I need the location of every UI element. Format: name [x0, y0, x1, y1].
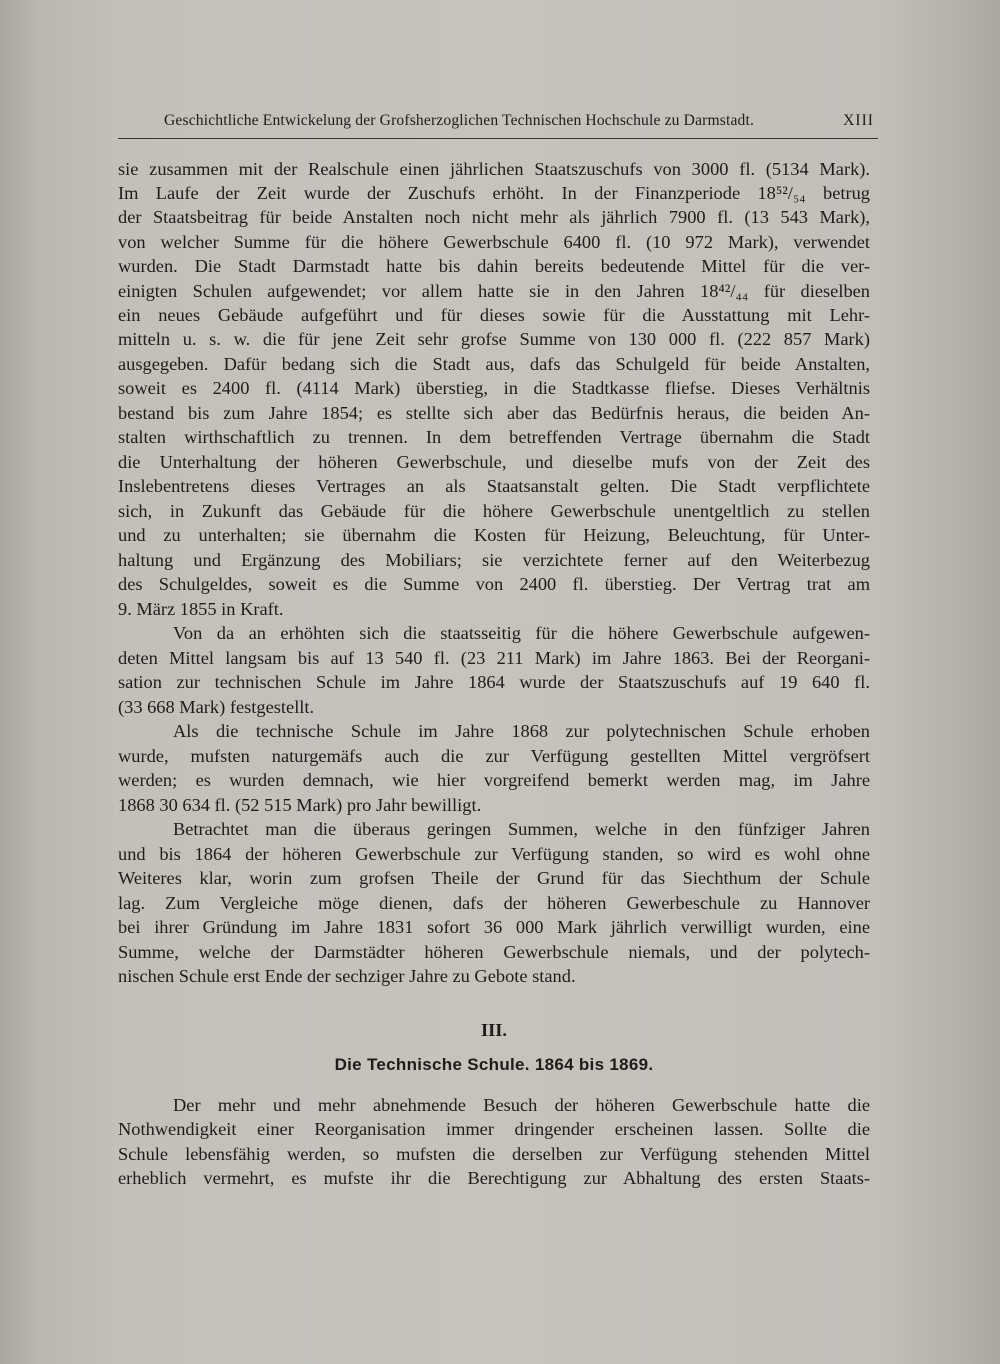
section-number: III. — [480, 1020, 508, 1040]
page-number: XIII — [843, 112, 874, 129]
text-line: lag. Zum Vergleiche möge dienen, dafs der höheren Gewerbeschule zu Hannover — [118, 893, 870, 913]
text-line: 1868 30 634 fl. (52 515 Mark) pro Jahr bewilligt. — [118, 795, 482, 815]
text-line: 9. März 1855 in Kraft. — [118, 599, 284, 619]
text-line: Schule lebensfähig werden, so mufsten die derselben zur Verfügung stehenden Mittel — [118, 1144, 870, 1164]
text-line: Weiteres klar, worin zum grofsen Theile der Grund für das Siechthum der Schule — [118, 868, 870, 888]
text-line: Betrachtet man die überaus geringen Summen, welche in den fünfziger Jahren — [173, 819, 870, 839]
section-title: Die Technische Schule. 1864 bis 1869. — [334, 1055, 654, 1074]
text-line: wurde, mufsten naturgemäfs auch die zur Verfügung gestellten Mittel vergröfsert — [118, 746, 870, 766]
header-title: Geschichtliche Entwickelung der Grofsherzoglichen Technischen Hochschule zu Darmstadt. — [164, 112, 755, 129]
text-line: einigten Schulen aufgewendet; vor allem hatte sie in den Jahren 18⁴²/₄₄ für dieselben — [118, 281, 870, 301]
text-line: sation zur technischen Schule im Jahre 1864 wurde der Staatszuschufs auf 19 640 fl. — [118, 672, 870, 692]
text-line: bestand bis zum Jahre 1854; es stellte sich aber das Bedürfnis heraus, die beiden An- — [118, 403, 870, 423]
text-line: mitteln u. s. w. die für jene Zeit sehr grofse Summe von 130 000 fl. (222 857 Mark) — [118, 329, 870, 349]
text-line: Nothwendigkeit einer Reorganisation immer dringender erscheinen lassen. Sollte die — [118, 1119, 870, 1139]
text-line: nischen Schule erst Ende der sechziger Jahre zu Gebote stand. — [118, 966, 576, 986]
text-line: bei ihrer Gründung im Jahre 1831 sofort 36 000 Mark jährlich verwilligt wurden, eine — [118, 917, 870, 937]
text-line: von welcher Summe für die höhere Gewerbschule 6400 fl. (10 972 Mark), verwendet — [118, 232, 870, 252]
text-line: sich, in Zukunft das Gebäude für die höhere Gewerbschule unentgeltlich zu stellen — [118, 501, 870, 521]
text-line: ausgegeben. Dafür bedang sich die Stadt aus, dafs das Schulgeld für beide Anstalten, — [118, 354, 870, 374]
text-line: stalten wirthschaftlich zu trennen. In dem betreffenden Vertrage übernahm die Stadt — [118, 427, 870, 447]
text-line: werden; es wurden demnach, wie hier vorgreifend bemerkt werden mag, im Jahre — [118, 770, 870, 790]
text-line: die Unterhaltung der höheren Gewerbschule, und dieselbe mufs von der Zeit des — [118, 452, 870, 472]
text-line: (33 668 Mark) festgestellt. — [118, 697, 315, 717]
text-line: sie zusammen mit der Realschule einen jährlichen Staatszuschufs von 3000 fl. (5134 Mark). — [118, 159, 870, 179]
text-line: ein neues Gebäude aufgeführt und für dieses sowie für die Ausstattung mit Lehr- — [118, 305, 870, 325]
text-line: Summe, welche der Darmstädter höheren Gewerbschule niemals, und der polytech- — [118, 942, 870, 962]
text-line: Im Laufe der Zeit wurde der Zuschufs erhöht. In der Finanzperiode 18⁵²/₅₄ betrug — [118, 183, 870, 203]
text-line: Inslebentretens dieses Vertrages an als Staatsanstalt gelten. Die Stadt verpflichtete — [118, 476, 870, 496]
text-line: soweit es 2400 fl. (4114 Mark) überstieg, in die Stadtkasse fliefse. Dieses Verhältnis — [118, 378, 870, 398]
text-line: des Schulgeldes, soweit es die Summe von 2400 fl. überstieg. Der Vertrag trat am — [118, 574, 870, 594]
text-line: deten Mittel langsam bis auf 13 540 fl. (23 211 Mark) im Jahre 1863. Bei der Reorgani- — [118, 648, 870, 668]
text-line: und zu unterhalten; sie übernahm die Kosten für Heizung, Beleuchtung, für Unter- — [118, 525, 870, 545]
text-line: Als die technische Schule im Jahre 1868 zur polytechnischen Schule erhoben — [173, 721, 870, 741]
text-line: haltung und Ergänzung des Mobiliars; sie verzichtete ferner auf den Weiterbezug — [118, 550, 870, 570]
text-line: wurden. Die Stadt Darmstadt hatte bis dahin bereits bedeutende Mittel für die ver- — [118, 256, 870, 276]
running-header — [118, 112, 878, 139]
text-line: Der mehr und mehr abnehmende Besuch der höheren Gewerbschule hatte die — [173, 1095, 870, 1115]
text-line: der Staatsbeitrag für beide Anstalten noch nicht mehr als jährlich 7900 fl. (13 543 Mark), — [118, 207, 870, 227]
text-line: und bis 1864 der höheren Gewerbschule zur Verfügung standen, so wird es wohl ohne — [118, 844, 870, 864]
text-line: erheblich vermehrt, es mufste ihr die Berechtigung zur Abhaltung des ersten Staats- — [118, 1168, 870, 1188]
text-line: Von da an erhöhten sich die staatsseitig für die höhere Gewerbschule aufgewen- — [173, 623, 870, 643]
